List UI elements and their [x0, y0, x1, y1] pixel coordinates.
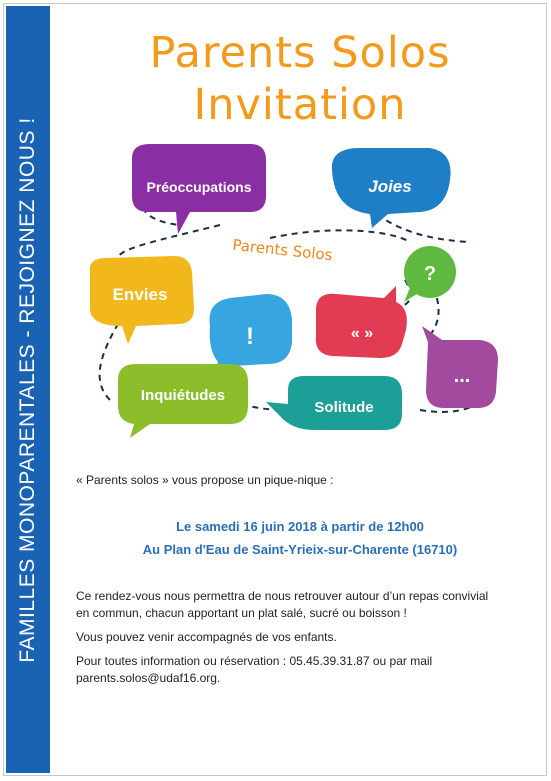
bubble-label: Préoccupations: [146, 179, 252, 195]
bubble-label: Solitude: [314, 399, 374, 416]
paragraph-1-line-2: en commun, chacun apportant un plat salé, sucré ou boisson !: [76, 606, 407, 620]
title-line-2: Invitation: [193, 80, 407, 130]
bubble-inquietudes: [118, 364, 248, 438]
bubble-label: Envies: [112, 285, 168, 304]
bubble-preoccupations: [132, 144, 266, 234]
title-line-1: Parents Solos: [149, 28, 451, 78]
bubble-label: !: [246, 323, 254, 350]
bubble-solitude: [266, 376, 402, 430]
event-place: Au Plan d'Eau de Saint-Yrieix-sur-Charente (16710): [142, 542, 458, 557]
bubble-question: [404, 246, 456, 302]
bubble-quotes: [316, 286, 407, 358]
side-banner: [6, 6, 50, 773]
contact-email: parents.solos@udaf16.org.: [76, 671, 221, 685]
side-banner-text: FAMILLES MONOPARENTALES - REJOIGNEZ NOUS !: [16, 116, 39, 663]
bubble-label: ...: [453, 365, 471, 387]
paragraph-2: Vous pouvez venir accompagnés de vos enfants.: [76, 630, 337, 644]
event-date: Le samedi 16 juin 2018 à partir de 12h00: [176, 519, 424, 534]
bubble-joies: [332, 148, 451, 228]
bubble-label: « »: [350, 325, 374, 342]
paragraph-1-line-1: Ce rendez-vous nous permettra de nous retrouver autour d’un repas convivial: [76, 589, 489, 603]
bubble-envies: [90, 256, 194, 344]
bubble-ellipsis: [422, 326, 498, 408]
paragraph-3-line-1: Pour toutes information ou réservation : 05.45.39.31.87 ou par mail: [76, 654, 433, 668]
speech-bubbles-illustration: [70, 130, 510, 450]
center-label: Parents Solos: [231, 235, 334, 265]
bubble-label: ?: [423, 263, 437, 285]
intro-text: « Parents solos » vous propose un pique-nique :: [76, 473, 334, 487]
bubble-label: Joies: [368, 177, 412, 196]
bubble-label: Inquiétudes: [140, 387, 226, 404]
